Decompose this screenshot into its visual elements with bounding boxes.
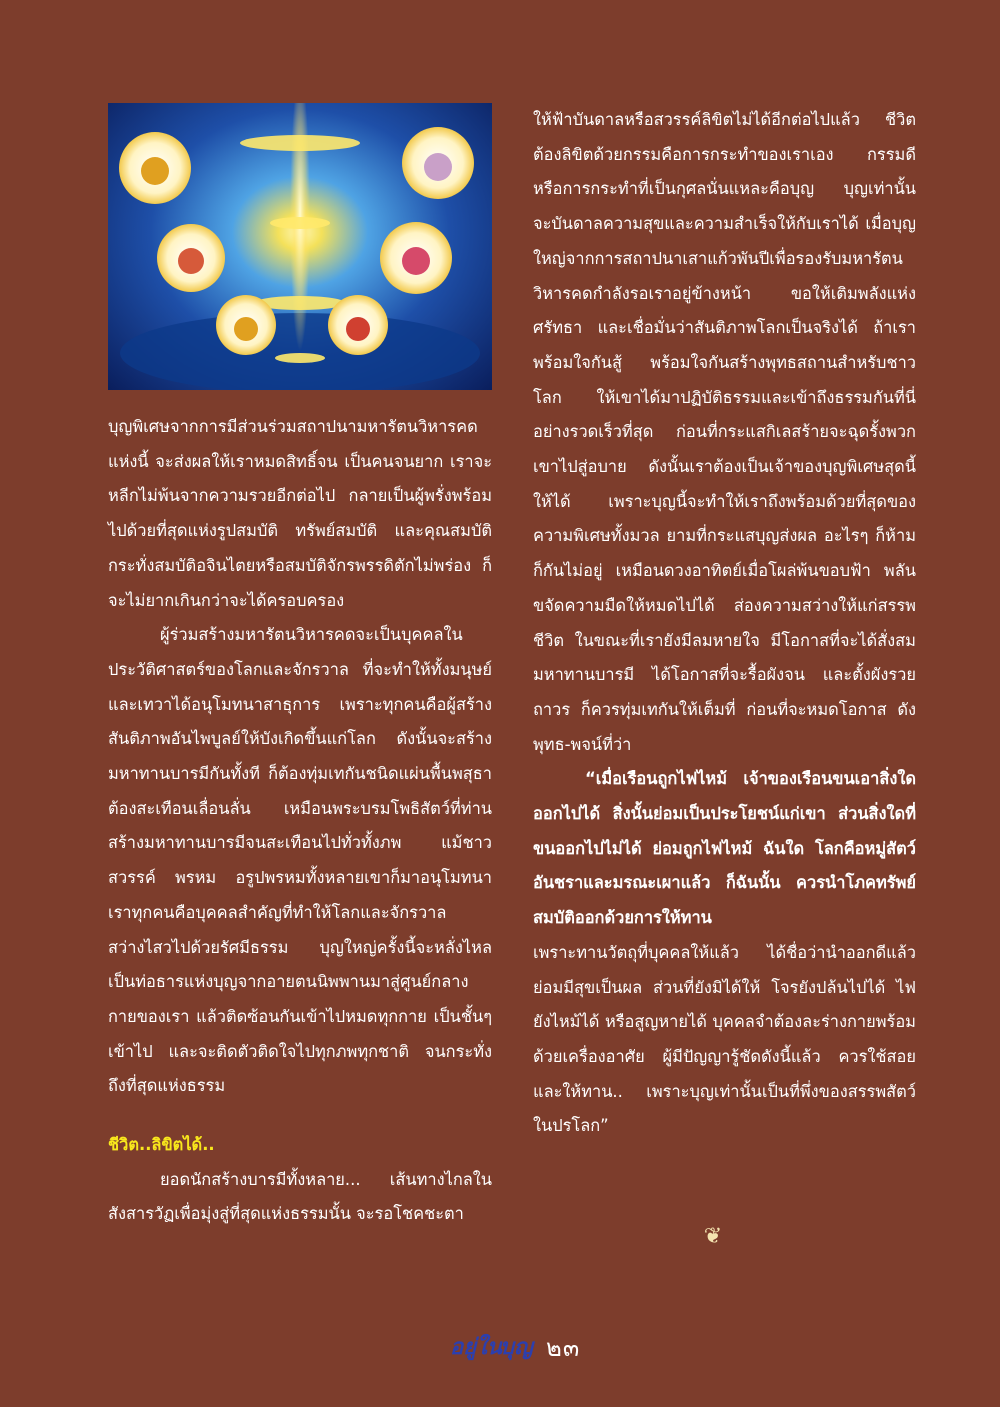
logo-text-1: อยู่ใน — [450, 1334, 502, 1360]
left-paragraph-2: ผู้ร่วมสร้างมหารัตนวิหารคดจะเป็นบุคคลในประวัติศาสตร์ของโลกและจักรวาล ที่จะทำให้ทั้งมนุษย์และเทวาได้อนุโมทนาสาธุการ เพราะทุกคนคือผู้สร้างสันติภาพอันไพบูลย์ให้บังเกิดขึ้นแก่โลก ดังนั้นจะสร้างมหาทานบารมีกันทั้งที ก็ต้องทุ่มเทกันชนิดแผ่นพื้นพสุธาต้องสะเทือนเลื่อนลั่น เหมือนพระบรมโพธิสัตว์ที่ท่านสร้างมหาทานบารมีจนสะเทือนไปทั่วทั้งภพ แม้ชาวสวรรค์ พรหม อรูปพรหมทั้งหลายเขาก็มาอนุโมทนา เราทุกคนคือบุคคลสำคัญที่ทำให้โลกและจักรวาลสว่างไสวไปด้วยรัศมีธรรม บุญใหญ่ครั้งนี้จะหลั่งไหลเป็นท่อธารแห่งบุญจากอายตนนิพพานมาสู่ศูนย์กลางกายของเรา แล้วติดซ้อนกันเข้าไปหมดทุกกาย เป็นชั้นๆ เข้าไป และจะติดตัวติดใจไปทุกภพทุกชาติ จนกระทั่งถึงที่สุดแห่งธรรม — [108, 625, 492, 1096]
buddha-quote-rest: เพราะทานวัตถุที่บุคคลให้แล้ว ได้ชื่อว่านำออกดีแล้ว ย่อมมีสุขเป็นผล ส่วนที่ยังมิได้ให้ โจรยังปล้นไปได้ ไฟยังไหม้ได้ หรือสูญหายได้ บุคคลจำต้องละร่างกายพร้อมด้วยเครื่องอาศัย ผู้มีปัญญารู้ชัดดังนี้แล้ว ควรใช้สอยและให้ทาน.. เพราะบุญเท่านั้นเป็นที่พึ่งของสรรพสัตว์ในปรโลก” — [533, 942, 916, 1136]
magazine-logo — [450, 1325, 538, 1365]
light-disc-top — [240, 135, 360, 151]
figure-6-icon — [346, 317, 370, 341]
ornament-icon: ❦ — [703, 1224, 723, 1249]
logo-text-2: บุญ — [500, 1334, 533, 1360]
figure-4-icon — [402, 247, 430, 275]
figure-2-icon — [424, 153, 452, 181]
illustration-art — [108, 103, 492, 390]
light-disc-middle — [270, 217, 330, 229]
buddha-quote-bold: “เมื่อเรือนถูกไฟไหม้ เจ้าของเรือนขนเอาสิ่งใดออกไปได้ สิ่งนั้นย่อมเป็นประโยชน์แก่เขา ส่วนสิ่งใดที่ขนออกไปไม่ได้ ย่อมถูกไฟไหม้ ฉันใด โลกคือหมู่สัตว์ อันชราและมรณะเผาแล้ว ก็ฉันนั้น ควรนำโภคทรัพย์สมบัติออกด้วยการให้ทาน — [533, 769, 916, 928]
left-column — [108, 410, 492, 1232]
figure-1-icon — [141, 157, 169, 185]
right-paragraph: ให้ฟ้าบันดาลหรือสวรรค์ลิขิตไม่ได้อีกต่อไปแล้ว ชีวิตต้องลิขิตด้วยกรรมคือการกระทำของเราเอง กรรมดีหรือการกระทำที่เป็นกุศลนั่นแหละคือบุญ บุญเท่านั้นจะบันดาลความสุขและความสำเร็จให้กับเราได้ เมื่อบุญใหญ่จากการสถาปนาเสาแก้วพันปีเพื่อรองรับมหารัตนวิหารคดกำลังรอเราอยู่ข้างหน้า ขอให้เติมพลังแห่งศรัทธา และเชื่อมั่นว่าสันติภาพโลกเป็นจริงได้ ถ้าเราพร้อมใจกันสู้ พร้อมใจกันสร้างพุทธสถานสำหรับชาวโลก ให้เขาได้มาปฏิบัติธรรมและเข้าถึงธรรมกันที่นี่ อย่างรวดเร็วที่สุด ก่อนที่กระแสกิเลสร้ายจะฉุดรั้งพวกเขาไปสู่อบาย ดังนั้นเราต้องเป็นเจ้าของบุญพิเศษสุดนี้ให้ได้ เพราะบุญนี้จะทำให้เราถึงพร้อมด้วยที่สุดของความพิเศษทั้งมวล ยามที่กระแสบุญส่งผล อะไรๆ ก็ห้ามก็กันไม่อยู่ เหมือนดวงอาทิตย์เมื่อโผล่พ้นขอบฟ้า พลันขจัดความมืดให้หมดไปได้ ส่องความสว่างให้แก่สรรพชีวิต ในขณะที่เรายังมีลมหายใจ มีโอกาสที่จะได้สั่งสมมหาทานบารมี ได้โอกาสที่จะรื้อผังจน และตั้งผังรวยถาวร ก็ควรทุ่มเทกันให้เต็มที่ ก่อนที่จะหมดโอกาส ดังพุทธ-พจน์ที่ว่า — [533, 110, 916, 754]
figure-5-icon — [234, 317, 258, 341]
left-closing-paragraph: ยอดนักสร้างบารมีทั้งหลาย... เส้นทางไกลในสังสารวัฏเพื่อมุ่งสู่ที่สุดแห่งธรรมนั้น จะรอโชคชะตา — [108, 1169, 492, 1224]
cosmic-illustration — [108, 103, 492, 390]
right-column — [533, 103, 916, 1144]
page-number: ๒๓ — [546, 1334, 581, 1362]
figure-3-icon — [178, 248, 204, 274]
left-paragraph-1: บุญพิเศษจากการมีส่วนร่วมสถาปนามหารัตนวิหารคดแห่งนี้ จะส่งผลให้เราหมดสิทธิ์จน เป็นคนจนยาก เราจะหลีกไม่พ้นจากความรวยอีกต่อไป กลายเป็นผู้พรั่งพร้อมไปด้วยที่สุดแห่งรูปสมบัติ ทรัพย์สมบัติ และคุณสมบัติ กระทั่งสมบัติอจินไตยหรือสมบัติจักรพรรดิตักไม่พร่อง ก็จะไม่ยากเกินกว่าจะได้ครอบครอง — [108, 417, 492, 610]
light-disc-base — [275, 353, 325, 363]
section-heading: ชีวิต..ลิขิตได้.. — [108, 1135, 215, 1155]
